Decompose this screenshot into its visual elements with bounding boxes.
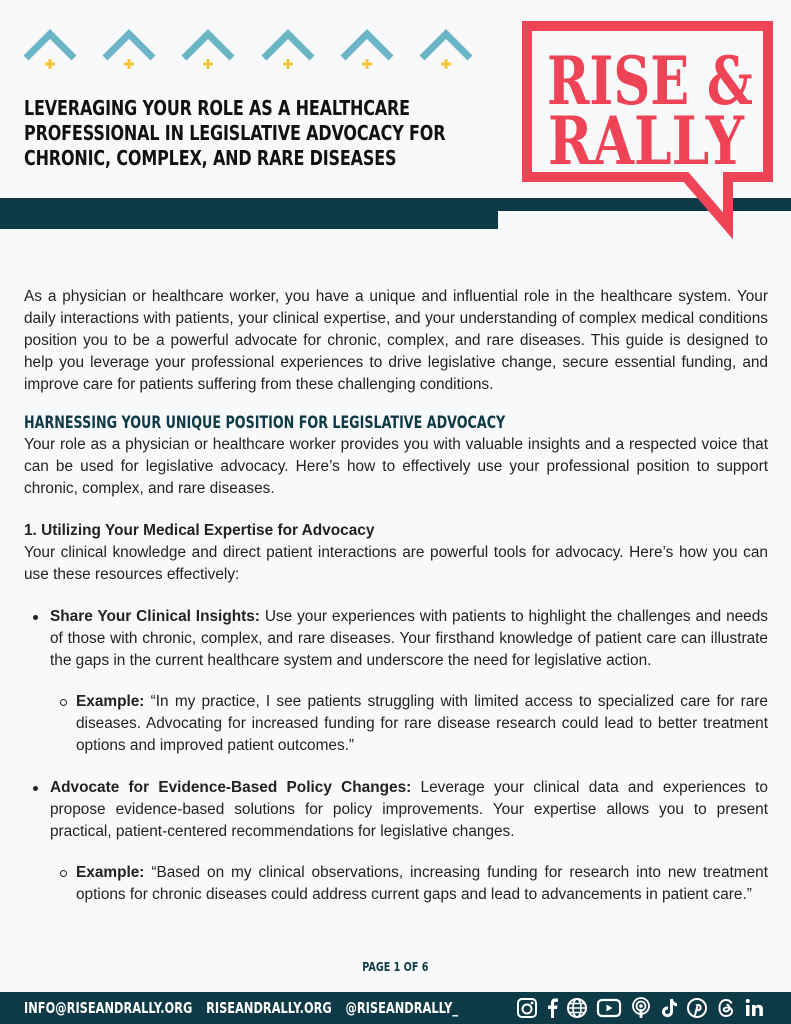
bullet-text — [50, 606, 768, 672]
email-link[interactable]: INFO@RISEANDRALLY.ORG — [24, 999, 193, 1017]
logo-text-line-1: RISE & — [547, 42, 753, 120]
section-heading: HARNESSING YOUR UNIQUE POSITION FOR LEGISLATIVE ADVOCACY — [24, 413, 506, 432]
chevron-plus-icon — [339, 28, 395, 72]
list-item — [24, 606, 768, 757]
bullet-list — [24, 606, 768, 906]
intro-paragraph: As a physician or healthcare worker, you have a unique and influential role in the healthcare system. Your daily interactions with patients, your clinical expertise, and your understanding of complex medical conditions position you to be a powerful advocate for chronic, complex, and rare diseases. This guide is designed to help you leverage your professional experiences to drive legislative change, secure essential funding, and improve care for patients suffering from these challenging conditions. — [24, 288, 768, 393]
chevron-plus-icon — [101, 28, 157, 72]
example-label: Example: — [76, 693, 145, 710]
list-item — [24, 777, 768, 906]
bullet-label: Share Your Clinical Insights: — [50, 608, 260, 625]
bullet-body: Leverage your clinical data and experiences to propose evidence-based solutions for policy improvements. Your expertise allows you to present practical, patient-centered recommendations for legislative changes. — [50, 779, 768, 840]
podcast-icon[interactable] — [630, 997, 652, 1019]
example-text — [76, 691, 768, 757]
globe-icon[interactable] — [566, 997, 588, 1019]
example-label: Example: — [76, 864, 145, 881]
section-body: Your role as a physician or healthcare worker provides you with valuable insights and a respected voice that can be used for legislative advocacy. Here’s how to effectively use your professional position to support chronic, complex, and rare diseases. — [24, 436, 768, 497]
main-content — [24, 286, 768, 926]
footer-links — [24, 999, 472, 1017]
example-text — [76, 862, 768, 906]
example-item — [50, 691, 768, 757]
page-number-label: PAGE 1 OF 6 — [362, 960, 429, 974]
chevron-plus-icon — [260, 28, 316, 72]
subsection-body: Your clinical knowledge and direct patient interactions are powerful tools for advocacy. Here’s how you can use these resources effectively: — [24, 544, 768, 583]
page-number — [0, 960, 791, 974]
rise-and-rally-logo — [516, 16, 782, 238]
header-divider-bar — [0, 198, 498, 229]
bullet-body: Use your experiences with patients to highlight the challenges and needs of those with chronic, complex, and rare diseases. Your firsthand knowledge of patient care can illustrate the gaps in the current healthcare system and underscore the need for legislative action. — [50, 608, 768, 669]
page-title — [24, 96, 446, 171]
linkedin-icon[interactable] — [744, 997, 766, 1019]
website-link[interactable]: RISEANDRALLY.ORG — [206, 999, 332, 1017]
youtube-icon[interactable] — [596, 997, 622, 1019]
footer-bar — [0, 992, 791, 1024]
tiktok-icon[interactable] — [660, 997, 678, 1019]
example-body: “In my practice, I see patients struggling with limited access to specialized care for rare diseases. Advocating for increased funding for rare disease research could lead to better treatment options and improved patient outcomes.” — [76, 693, 768, 754]
example-body: “Based on my clinical observations, increasing funding for research into new treatment options for chronic diseases could address current gaps and lead to advancements in patient care.” — [76, 864, 768, 903]
pinterest-icon[interactable] — [686, 997, 708, 1019]
logo-text-line-2: RALLY — [548, 102, 745, 180]
social-handle-link[interactable]: @RISEANDRALLY_ — [345, 999, 459, 1017]
subsection-heading: 1. Utilizing Your Medical Expertise for Advocacy — [24, 522, 375, 539]
bullet-label: Advocate for Evidence-Based Policy Changes: — [50, 779, 412, 796]
facebook-icon[interactable] — [546, 997, 558, 1019]
chevron-plus-icon — [180, 28, 236, 72]
title-line: PROFESSIONAL IN LEGISLATIVE ADVOCACY FOR — [24, 121, 446, 145]
title-line: LEVERAGING YOUR ROLE AS A HEALTHCARE — [24, 96, 410, 120]
example-item — [50, 862, 768, 906]
chevron-plus-icon — [418, 28, 474, 72]
bullet-text — [50, 777, 768, 843]
decorative-chevron-row — [0, 28, 500, 72]
title-line: CHRONIC, COMPLEX, AND RARE DISEASES — [24, 146, 397, 170]
chevron-plus-icon — [22, 28, 78, 72]
social-icons — [516, 997, 766, 1019]
threads-icon[interactable] — [716, 997, 736, 1019]
instagram-icon[interactable] — [516, 997, 538, 1019]
